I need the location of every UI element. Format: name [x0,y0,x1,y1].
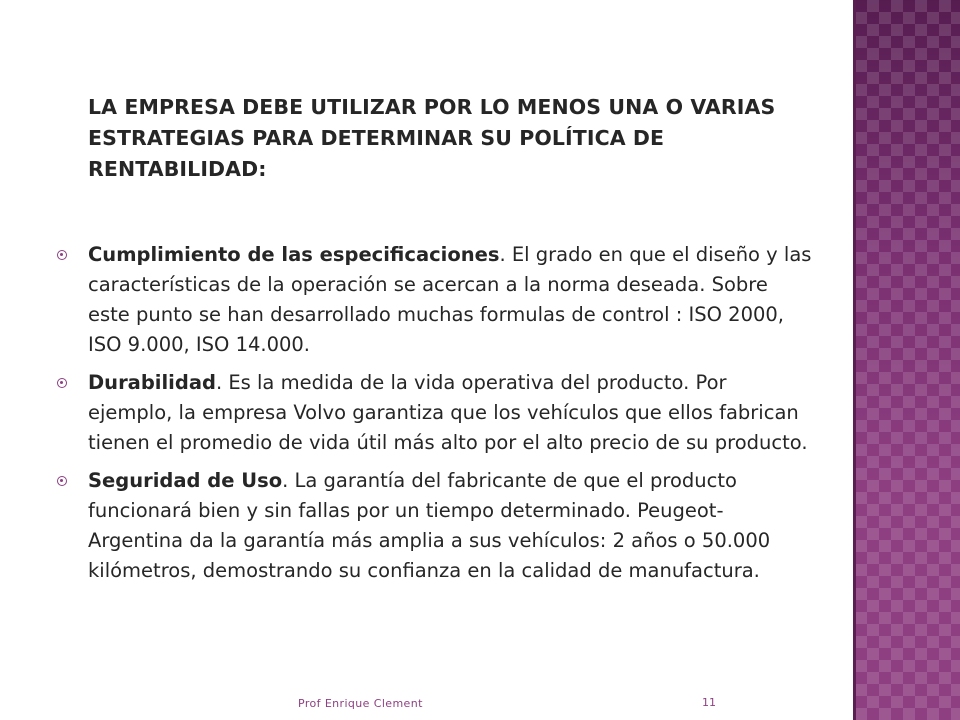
bullet-text: . El grado en que el diseño y las características de la operación se acercan a la norma deseada. Sobre este punto se han desarrollado muchas formulas de control : ISO 2000, ISO 9.000, ISO 14.000. [88,243,812,356]
bullet-item [54,368,814,458]
footer-author: Prof Enrique Clement [298,697,423,710]
bullet-term: Cumplimiento de las especificaciones [88,243,500,266]
decorative-side-panel [855,0,960,720]
side-panel-edge [853,0,856,720]
bullet-text: . La garantía del fabricante de que el producto funcionará bien y sin fallas por un tiempo determinado. Peugeot-Argentina da la garantía más amplia a sus vehículos: 2 años o 50.000 kilómetros, demostrando su confianza en la calidad de manufactura. [88,469,771,582]
page-number: 11 [702,696,716,709]
bullet-icon [57,476,67,486]
slide-title: LA EMPRESA DEBE UTILIZAR POR LO MENOS UNA O VARIAS ESTRATEGIAS PARA DETERMINAR SU POLÍTICA DE RENTABILIDAD: [88,95,776,181]
bullet-term: Durabilidad [88,371,216,394]
bullet-text: . Es la medida de la vida operativa del producto. Por ejemplo, la empresa Volvo garantiza que los vehículos que ellos fabrican tienen el promedio de vida útil más alto por el alto precio de su producto. [88,371,808,454]
bullet-icon [57,250,67,260]
bullet-item [54,240,814,360]
bullet-icon [57,378,67,388]
bullet-list [54,240,814,594]
bullet-item [54,466,814,586]
bullet-term: Seguridad de Uso [88,469,283,492]
